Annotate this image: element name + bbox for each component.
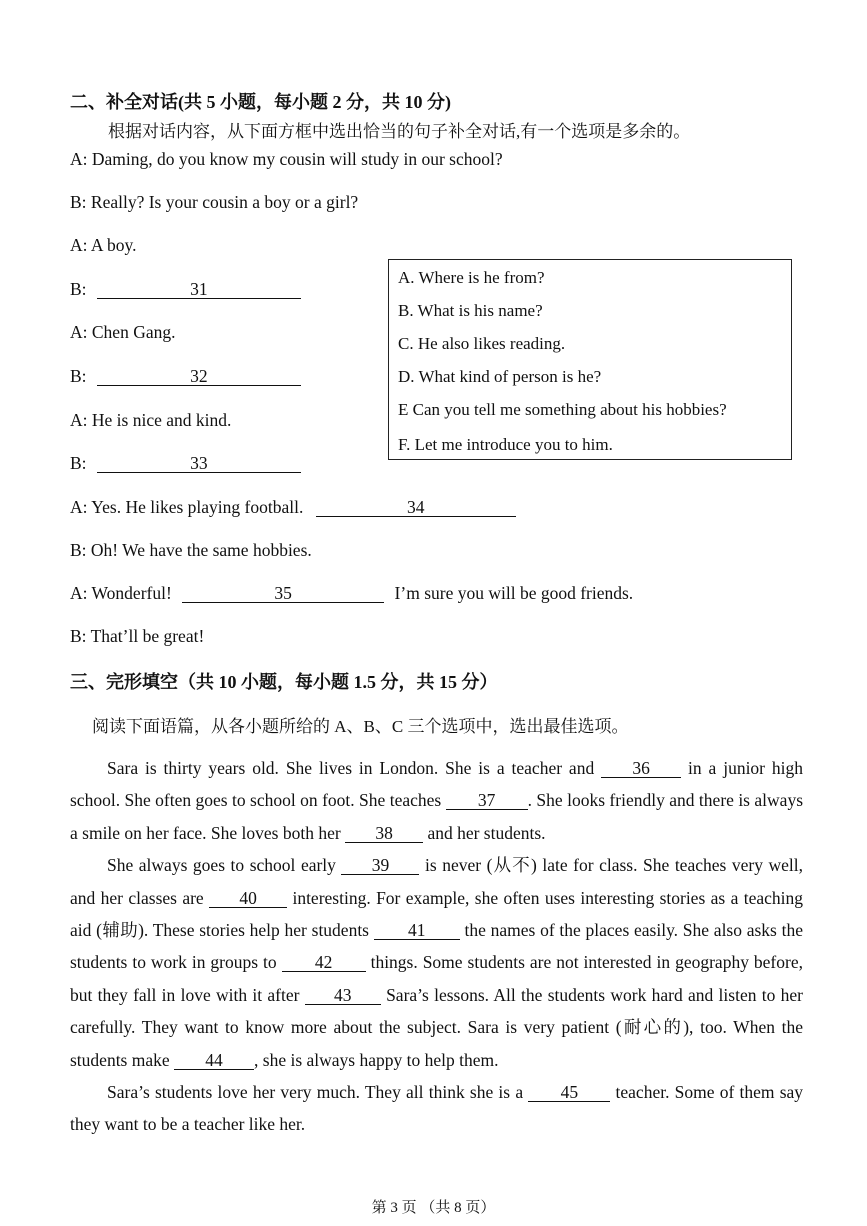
answer-blank-31[interactable]: 31 xyxy=(97,280,301,299)
cloze-blank-45[interactable]: 45 xyxy=(528,1083,610,1102)
passage-text: teacher. Some of them say they want to be a teacher like her. xyxy=(70,1082,804,1135)
dialogue-line-1: A: Daming, do you know my cousin will study in our school? xyxy=(70,149,503,169)
answer-blank-32[interactable]: 32 xyxy=(97,367,301,386)
passage-text: things. Some students are not interested in geography before, but they fall in love with it after xyxy=(70,952,803,1005)
passage-text: Sara is thirty years old. She lives in London. She is a teacher and xyxy=(107,758,595,778)
speaker-label: B: xyxy=(70,453,87,473)
option-a[interactable]: A. Where is he from? xyxy=(398,268,545,287)
cloze-blank-38[interactable]: 38 xyxy=(345,824,423,843)
dialogue-line-8 xyxy=(70,453,301,474)
cloze-blank-37[interactable]: 37 xyxy=(446,791,528,810)
passage-text: and her students. xyxy=(427,822,546,843)
option-d[interactable]: D. What kind of person is he? xyxy=(398,367,602,386)
dialogue-line-3: A: A boy. xyxy=(70,235,137,255)
paragraph-1 xyxy=(70,752,803,849)
paragraph-2 xyxy=(70,849,803,1076)
section2-instruction: 根据对话内容，从下面方框中选出恰当的句子补全对话,有一个选项是多余的。 xyxy=(108,122,691,141)
cloze-blank-41[interactable]: 41 xyxy=(374,921,460,940)
dialogue-line-5: A: Chen Gang. xyxy=(70,322,176,342)
cloze-blank-42[interactable]: 42 xyxy=(282,953,366,972)
dialogue-line-6 xyxy=(70,366,301,387)
paragraph-3 xyxy=(70,1076,803,1141)
speaker-label: B: xyxy=(70,366,87,386)
answer-blank-34[interactable]: 34 xyxy=(316,498,516,517)
dialogue-line-10: B: Oh! We have the same hobbies. xyxy=(70,540,312,560)
cloze-blank-44[interactable]: 44 xyxy=(174,1051,254,1070)
section3-heading: 三、完形填空（共 10 小题，每小题 1.5 分，共 15 分） xyxy=(70,672,498,692)
dialogue-line-4 xyxy=(70,279,301,300)
passage-text: Sara’s lessons. All the students work hard and listen to her carefully. They want to know more about the subject. Sara is very patient (耐心的), too. When the students make xyxy=(70,984,803,1070)
passage-text: the names of the places easily. She also asks the students to work in groups to xyxy=(70,920,803,973)
dialogue-line-11 xyxy=(70,583,633,604)
passage-text: interesting. For example, she often uses interesting stories as a teaching aid (辅助). These stories help her students xyxy=(70,887,804,941)
section2-heading: 二、补全对话(共 5 小题，每小题 2 分，共 10 分) xyxy=(70,92,451,112)
dialogue-text-after: I’m sure you will be good friends. xyxy=(394,583,634,603)
dialogue-line-7: A: He is nice and kind. xyxy=(70,410,232,430)
cloze-blank-40[interactable]: 40 xyxy=(209,889,287,908)
passage-text: Sara’s students love her very much. They all think she is a xyxy=(107,1082,524,1103)
passage-text: . She looks friendly and there is always a smile on her face. She loves both her xyxy=(70,790,804,843)
passage-text: She always goes to school early xyxy=(107,855,336,876)
cloze-blank-36[interactable]: 36 xyxy=(601,759,681,778)
speaker-label: B: xyxy=(70,279,87,299)
option-f[interactable]: F. Let me introduce you to him. xyxy=(398,435,613,454)
option-b[interactable]: B. What is his name? xyxy=(398,301,543,320)
page-footer: 第 3 页 （共 8 页） xyxy=(371,1200,496,1216)
option-c[interactable]: C. He also likes reading. xyxy=(398,334,566,353)
dialogue-line-12: B: That’ll be great! xyxy=(70,626,205,646)
dialogue-text: A: Wonderful! xyxy=(70,583,172,603)
passage-text: is never (从不) late for class. She teaches very well, and her classes are xyxy=(70,855,804,908)
answer-blank-33[interactable]: 33 xyxy=(97,454,301,473)
cloze-passage xyxy=(70,752,803,1141)
options-box xyxy=(388,259,792,460)
dialogue-text: A: Yes. He likes playing football. xyxy=(70,497,304,517)
option-e[interactable]: E Can you tell me something about his hobbies? xyxy=(398,400,727,419)
dialogue-line-9 xyxy=(70,497,516,518)
cloze-blank-39[interactable]: 39 xyxy=(341,856,419,875)
cloze-blank-43[interactable]: 43 xyxy=(305,986,381,1005)
passage-text: in a junior high school. She often goes to school on foot. She teaches xyxy=(70,758,804,811)
section3-instruction: 阅读下面语篇，从各小题所给的 A、B、C 三个选项中，选出最佳选项。 xyxy=(92,717,629,736)
dialogue-line-2: B: Really? Is your cousin a boy or a girl? xyxy=(70,192,359,212)
answer-blank-35[interactable]: 35 xyxy=(182,584,384,603)
passage-text: , she is always happy to help them. xyxy=(254,1049,499,1070)
